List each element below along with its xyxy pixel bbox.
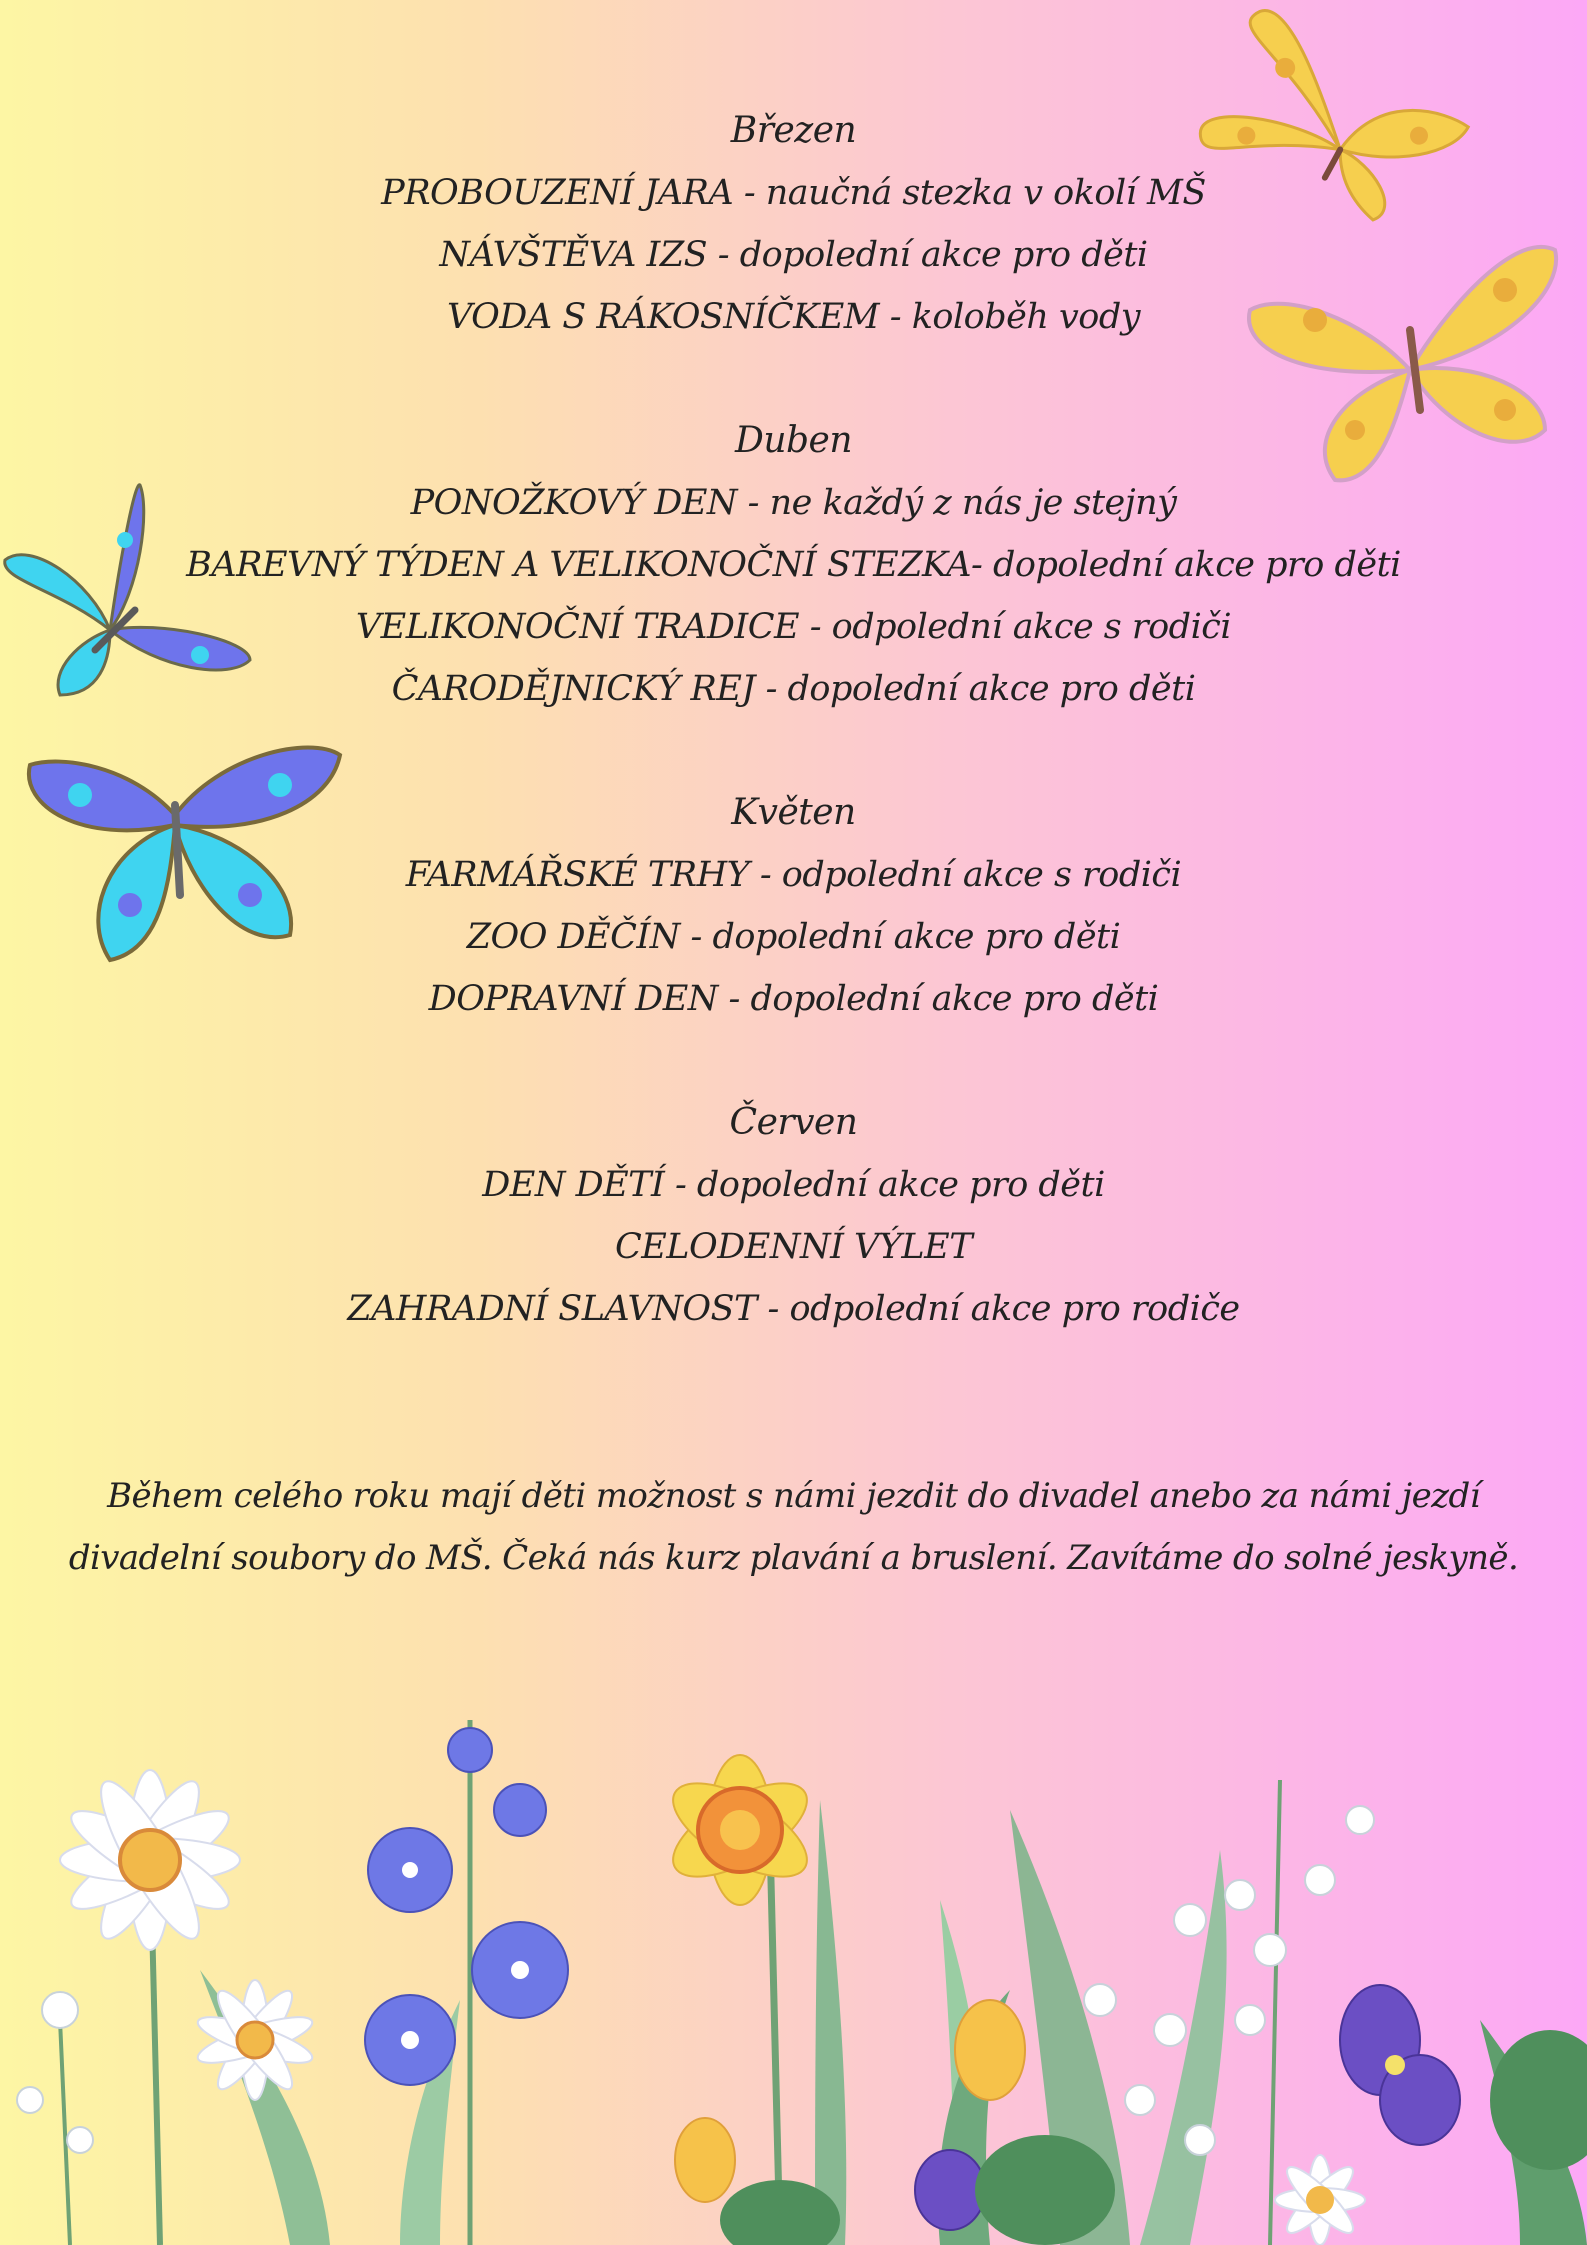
event-item: ZOO DĚČÍN - dopolední akce pro děti [466, 917, 1121, 957]
footer-line: divadelní soubory do MŠ. Čeká nás kurz plavání a bruslení. Zavítáme do solné jeskyně. [68, 1538, 1519, 1578]
event-item: VODA S RÁKOSNÍČKEM - koloběh vody [446, 297, 1141, 337]
month-april [0, 410, 1587, 720]
spring-flowers-icon [0, 1720, 1587, 2245]
event-item: FARMÁŘSKÉ TRHY - odpolední akce s rodiči [405, 855, 1182, 895]
footer-line: Během celého roku mají děti možnost s námi jezdit do divadel anebo za námi jezdí [107, 1476, 1480, 1516]
event-item: DEN DĚTÍ - dopolední akce pro děti [482, 1165, 1105, 1205]
event-item: ZAHRADNÍ SLAVNOST - odpolední akce pro rodiče [347, 1289, 1240, 1329]
month-title: Květen [731, 792, 856, 833]
month-title: Duben [734, 420, 853, 461]
event-item: PONOŽKOVÝ DEN - ne každý z nás je stejný [410, 483, 1177, 523]
event-item: VELIKONOČNÍ TRADICE - odpolední akce s rodiči [355, 607, 1232, 647]
event-item: BAREVNÝ TÝDEN A VELIKONOČNÍ STEZKA- dopolední akce pro děti [186, 545, 1401, 585]
month-title: Červen [729, 1102, 858, 1143]
footer-note [0, 1465, 1587, 1589]
event-item: DOPRAVNÍ DEN - dopolední akce pro děti [428, 979, 1159, 1019]
month-march [0, 100, 1587, 348]
schedule [0, 100, 1587, 1402]
event-item: PROBOUZENÍ JARA - naučná stezka v okolí MŠ [381, 173, 1206, 213]
month-title: Březen [730, 110, 857, 151]
month-may [0, 782, 1587, 1030]
month-june [0, 1092, 1587, 1340]
event-item: NÁVŠTĚVA IZS - dopolední akce pro děti [439, 235, 1148, 275]
event-item: CELODENNÍ VÝLET [614, 1227, 973, 1267]
event-item: ČARODĚJNICKÝ REJ - dopolední akce pro děti [391, 669, 1196, 709]
